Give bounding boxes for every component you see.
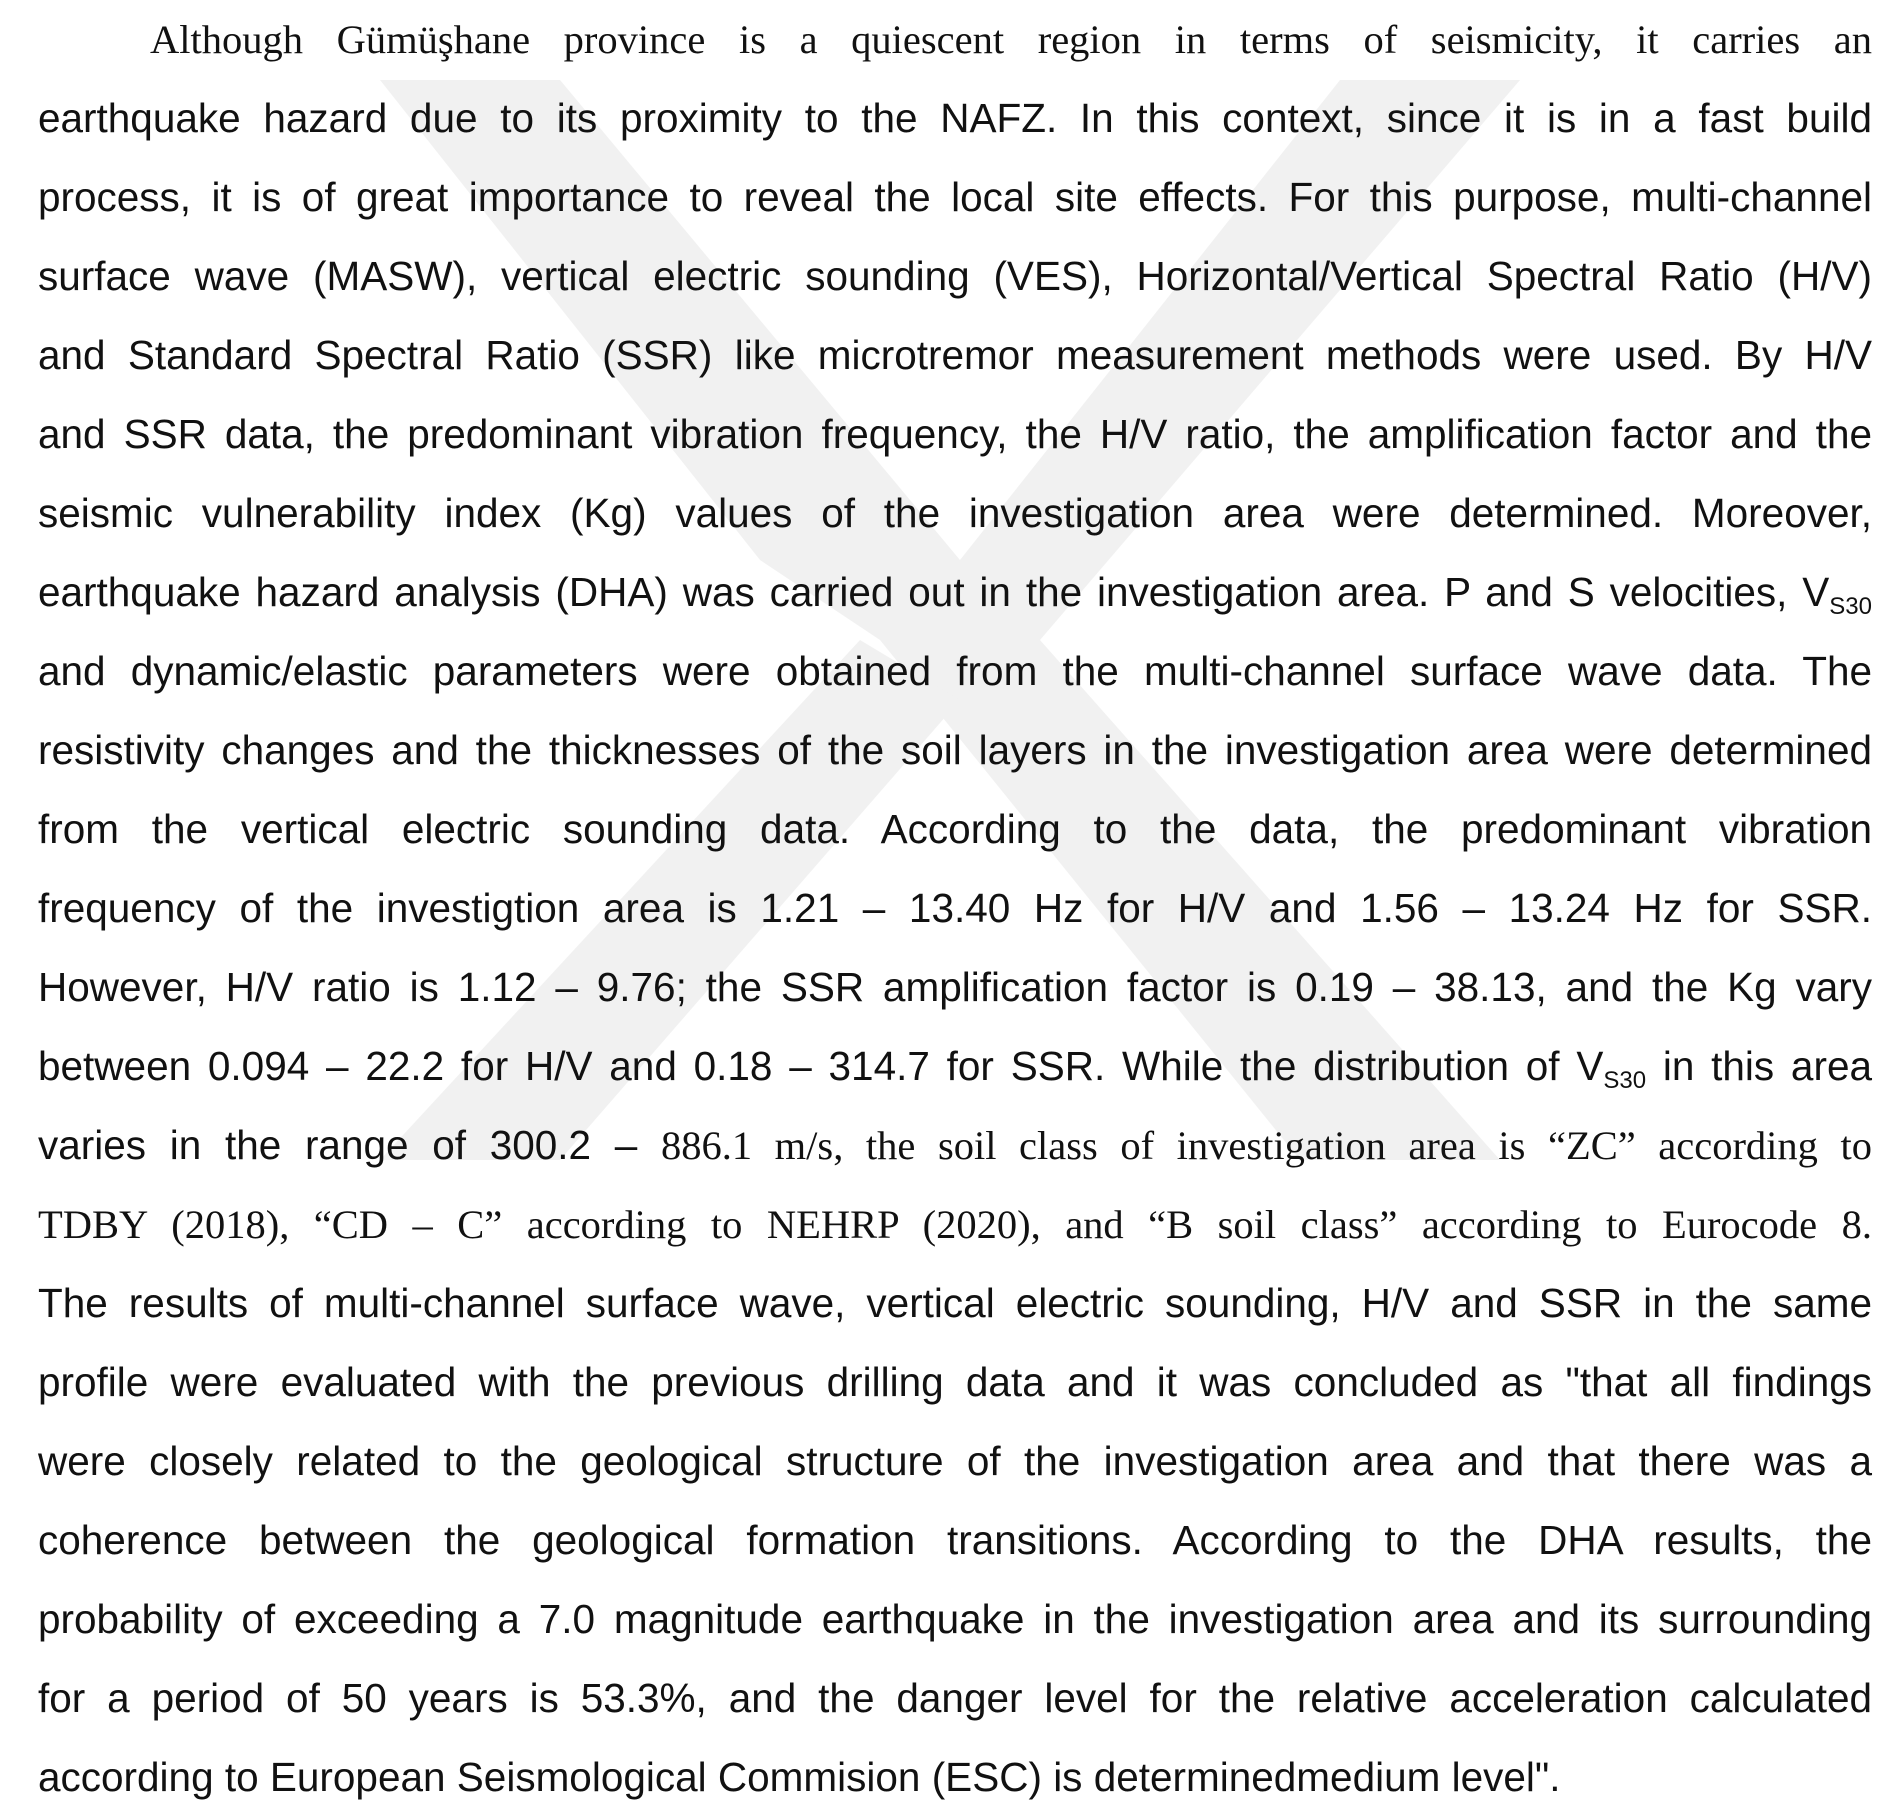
text-segment: seismic vulnerability index (Kg) values of the investigation area were determined. Moreover, [38, 490, 1872, 536]
text-segment: resistivity changes and the thicknesses of the soil layers in the investigation area were determined [38, 727, 1872, 773]
text-segment: for a period of 50 years is 53.3%, and the danger level for the relative acceleration calculated [38, 1675, 1872, 1721]
text-line [38, 1185, 1872, 1264]
text-segment: Although Gümüşhane province is a quiescent region in terms of seismicity, it carries an [150, 17, 1872, 62]
text-segment: and Standard Spectral Ratio (SSR) like microtremor measurement methods were used. By H/V [38, 332, 1872, 378]
subscript-text: S30 [1603, 1067, 1647, 1094]
subscript-text: S30 [1829, 593, 1872, 620]
text-segment: coherence between the geological formation transitions. According to the DHA results, the [38, 1517, 1872, 1563]
text-line [38, 1106, 1872, 1185]
text-segment: profile were evaluated with the previous drilling data and it was concluded as "that all findings [38, 1359, 1872, 1405]
text-segment: TDBY (2018), “CD – C” according to NEHRP (2020), and “B soil class” according to Eurocode 8. [38, 1202, 1872, 1247]
text-line [38, 790, 1872, 869]
text-line [38, 553, 1872, 632]
text-line [38, 474, 1872, 553]
text-line [38, 632, 1872, 711]
text-segment: and dynamic/elastic parameters were obtained from the multi-channel surface wave data. The [38, 648, 1872, 694]
abstract-text [38, 0, 1872, 1817]
text-segment: 886.1 m/s, the soil class of investigation area is “ZC” according to [660, 1123, 1873, 1168]
text-line [38, 158, 1872, 237]
text-segment: probability of exceeding a 7.0 magnitude earthquake in the investigation area and its surrounding [38, 1596, 1872, 1642]
text-line [38, 1343, 1872, 1422]
text-line [38, 79, 1872, 158]
text-line [38, 1264, 1872, 1343]
text-segment: process, it is of great importance to reveal the local site effects. For this purpose, multi-channel [38, 174, 1872, 220]
text-line [38, 869, 1872, 948]
text-line [38, 1422, 1872, 1501]
text-line [38, 1027, 1872, 1106]
text-line [38, 0, 1872, 79]
text-line [38, 1659, 1872, 1738]
text-segment: earthquake hazard due to its proximity to the NAFZ. In this context, since it is in a fast build [38, 95, 1872, 141]
text-segment: and SSR data, the predominant vibration frequency, the H/V ratio, the amplification factor and the [38, 411, 1872, 457]
text-segment: surface wave (MASW), vertical electric sounding (VES), Horizontal/Vertical Spectral Ratio (H/V) [38, 253, 1872, 299]
text-segment: However, H/V ratio is 1.12 – 9.76; the SSR amplification factor is 0.19 – 38.13, and the Kg vary [38, 964, 1872, 1010]
text-line [38, 316, 1872, 395]
text-segment: varies in the range of 300.2 – [38, 1122, 661, 1168]
text-segment: from the vertical electric sounding data. According to the data, the predominant vibration [38, 806, 1872, 852]
text-segment: earthquake hazard analysis (DHA) was carried out in the investigation area. P and S velocities, V [38, 569, 1830, 615]
text-segment: frequency of the investigtion area is 1.21 – 13.40 Hz for H/V and 1.56 – 13.24 Hz for SSR. [38, 885, 1872, 931]
text-segment: in this area [1646, 1043, 1872, 1089]
text-segment: The results of multi-channel surface wave, vertical electric sounding, H/V and SSR in the same [38, 1280, 1872, 1326]
text-line [38, 1738, 1872, 1817]
text-segment: according to European Seismological Commision (ESC) is determinedmedium level". [38, 1754, 1561, 1800]
text-segment: were closely related to the geological structure of the investigation area and that there was a [38, 1438, 1872, 1484]
text-line [38, 948, 1872, 1027]
text-line [38, 1501, 1872, 1580]
text-line [38, 395, 1872, 474]
text-line [38, 1580, 1872, 1659]
text-segment: between 0.094 – 22.2 for H/V and 0.18 – 314.7 for SSR. While the distribution of V [38, 1043, 1604, 1089]
text-line [38, 711, 1872, 790]
text-line [38, 237, 1872, 316]
